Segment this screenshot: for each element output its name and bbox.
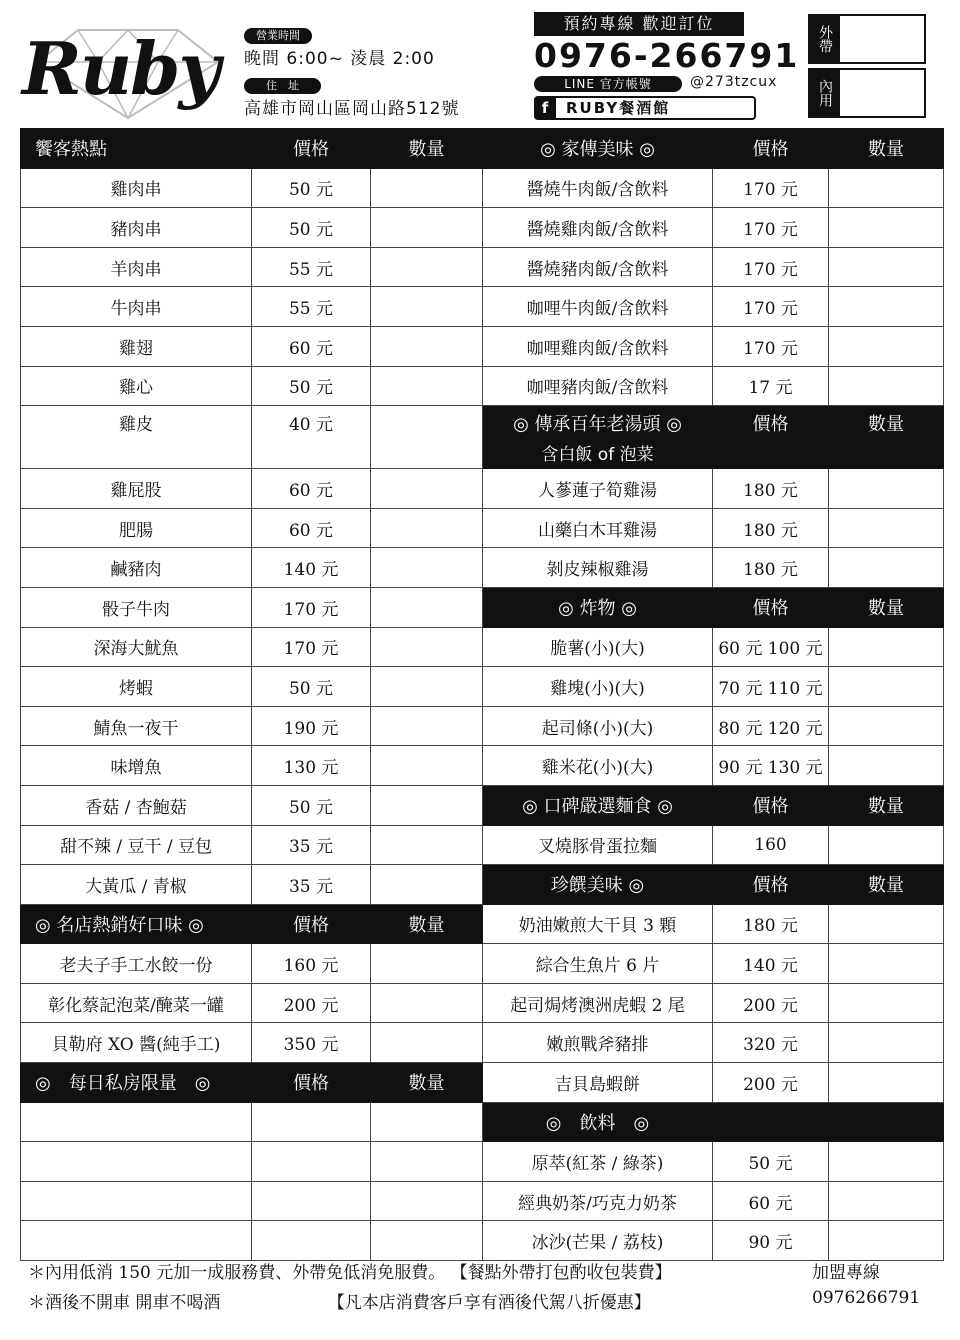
line-id: @273tzcux (690, 74, 778, 90)
hours-label: 營業時間 (244, 28, 312, 44)
item-name: 脆薯(小)(大) (483, 627, 713, 667)
line-label: LINE 官方帳號 (534, 76, 682, 92)
item-name: 叉燒豚骨蛋拉麵 (483, 825, 713, 865)
blank-cell[interactable] (21, 1102, 252, 1142)
qty-cell[interactable] (371, 1102, 483, 1142)
dinein-label: 內用 (810, 70, 840, 116)
price-header: 價格 (713, 587, 829, 627)
price-header: 價格 (713, 785, 829, 825)
item-name: 彰化蔡記泡菜/醃菜一罐 (21, 983, 252, 1023)
qty-cell[interactable] (371, 326, 483, 366)
section-title-delicacies: 珍饌美味 ◎ (483, 865, 713, 905)
item-price: 200 元 (252, 983, 371, 1023)
item-price: 60 元 (252, 469, 371, 509)
qty-cell[interactable] (371, 406, 483, 469)
item-name: 綜合生魚片 6 片 (483, 944, 713, 984)
item-price: 55 元 (252, 287, 371, 327)
table-row (21, 406, 944, 469)
qty-cell[interactable] (371, 548, 483, 588)
qty-cell[interactable] (829, 1221, 944, 1261)
qty-cell[interactable] (829, 366, 944, 406)
qty-cell[interactable] (829, 508, 944, 548)
item-price: 180 元 (713, 904, 829, 944)
franchise-label: 加盟專線 (812, 1263, 880, 1283)
section-title-noodles: ◎ 口碑嚴選麵食 ◎ (483, 785, 713, 825)
qty-cell[interactable] (829, 667, 944, 707)
item-price: 70 元 110 元 (713, 667, 829, 707)
qty-cell[interactable] (371, 865, 483, 905)
item-name: 鹹豬肉 (21, 548, 252, 588)
item-price: 35 元 (252, 825, 371, 865)
table-row (21, 904, 944, 944)
qty-cell[interactable] (371, 287, 483, 327)
item-name: 醬燒豬肉飯/含飲料 (483, 247, 713, 287)
item-name: 人蔘蓮子筍雞湯 (483, 469, 713, 509)
item-name: 原萃(紅茶 / 綠茶) (483, 1142, 713, 1182)
item-price: 140 元 (252, 548, 371, 588)
reserve-label: 預約專線 歡迎訂位 (534, 12, 744, 36)
item-price: 50 元 (713, 1142, 829, 1182)
qty-cell[interactable] (371, 746, 483, 786)
item-price: 140 元 (713, 944, 829, 984)
item-name: 咖哩雞肉飯/含飲料 (483, 326, 713, 366)
item-name: 牛肉串 (21, 287, 252, 327)
item-name: 肥腸 (21, 508, 252, 548)
item-price: 35 元 (252, 865, 371, 905)
menu-header (0, 0, 960, 128)
facebook-page (534, 96, 756, 120)
qty-header: 數量 (829, 785, 944, 825)
footer-note-1: ＊內用低消 150 元加一成服務費、外帶免低消免服費。 【餐點外帶打包酌收包裝費】 (28, 1263, 672, 1283)
item-name: 雞心 (21, 366, 252, 406)
soup-title: ◎ 傳承百年老湯頭 ◎ (513, 413, 682, 435)
table-row (21, 944, 944, 984)
section-title-family: ◎ 家傳美味 ◎ (483, 129, 713, 169)
item-price: 350 元 (252, 1023, 371, 1063)
item-price: 170 元 (713, 247, 829, 287)
menu-table (20, 128, 944, 1261)
table-row (21, 785, 944, 825)
item-price: 60 元 (252, 508, 371, 548)
takeout-label: 外帶 (810, 16, 840, 62)
qty-header: 數量 (829, 587, 944, 627)
section-title-drinks: ◎ 飲料 ◎ (483, 1102, 713, 1142)
qty-cell[interactable] (829, 627, 944, 667)
table-row (21, 247, 944, 287)
item-name: 起司條(小)(大) (483, 706, 713, 746)
address-text: 高雄市岡山區岡山路512號 (244, 99, 460, 119)
price-header: 價格 (713, 129, 829, 169)
table-row (21, 548, 944, 588)
qty-cell[interactable] (371, 508, 483, 548)
item-name: 冰沙(芒果 / 荔枝) (483, 1221, 713, 1261)
price-header: 價格 (713, 865, 829, 905)
qty-cell[interactable] (371, 1221, 483, 1261)
item-name: 雞肉串 (21, 168, 252, 208)
item-name: 山藥白木耳雞湯 (483, 508, 713, 548)
qty-cell[interactable] (829, 1063, 944, 1103)
table-row (21, 168, 944, 208)
item-name: 剝皮辣椒雞湯 (483, 548, 713, 588)
table-row (21, 706, 944, 746)
item-name: 味增魚 (21, 746, 252, 786)
item-price: 170 元 (252, 627, 371, 667)
qty-cell[interactable] (829, 746, 944, 786)
item-price: 200 元 (713, 983, 829, 1023)
qty-cell[interactable] (371, 983, 483, 1023)
item-name: 經典奶茶/巧克力奶茶 (483, 1181, 713, 1221)
qty-cell[interactable] (829, 706, 944, 746)
item-price: 50 元 (252, 667, 371, 707)
item-price: 60 元 100 元 (713, 627, 829, 667)
table-row (21, 865, 944, 905)
hours-text: 晚間 6:00~ 淩晨 2:00 (244, 49, 435, 69)
item-name: 嫩煎戰斧豬排 (483, 1023, 713, 1063)
table-row (21, 287, 944, 327)
item-name: 骰子牛肉 (21, 587, 252, 627)
item-name: 吉貝島蝦餅 (483, 1063, 713, 1103)
facebook-name: RUBY餐酒館 (566, 99, 671, 117)
qty-cell[interactable] (371, 785, 483, 825)
table-row (21, 1023, 944, 1063)
qty-header: 數量 (371, 1063, 483, 1103)
item-price: 90 元 (713, 1221, 829, 1261)
item-price: 50 元 (252, 785, 371, 825)
qty-cell[interactable] (371, 944, 483, 984)
qty-cell[interactable] (371, 168, 483, 208)
qty-cell[interactable] (829, 825, 944, 865)
item-price: 200 元 (713, 1063, 829, 1103)
item-price: 320 元 (713, 1023, 829, 1063)
qty-cell[interactable] (371, 1181, 483, 1221)
table-row (21, 1142, 944, 1182)
item-price: 170 元 (713, 287, 829, 327)
item-price: 160 (713, 825, 829, 865)
item-name: 雞皮 (21, 406, 252, 469)
item-name: 咖哩牛肉飯/含飲料 (483, 287, 713, 327)
qty-cell[interactable] (829, 983, 944, 1023)
section-title-daily: ◎ 每日私房限量 ◎ (21, 1063, 252, 1103)
table-row (21, 1102, 944, 1142)
price-header: 價格 (252, 1063, 371, 1103)
blank-cell[interactable] (21, 1221, 252, 1261)
qty-cell[interactable] (371, 208, 483, 248)
qty-cell[interactable] (829, 208, 944, 248)
section-title-bestsellers: ◎ 名店熱銷好口味 ◎ (21, 904, 252, 944)
qty-cell[interactable] (829, 247, 944, 287)
qty-header: 數量 (829, 129, 944, 169)
table-row (21, 1063, 944, 1103)
item-price: 60 元 (252, 326, 371, 366)
item-name: 雞翅 (21, 326, 252, 366)
table-row (21, 326, 944, 366)
phone-number: 0976-266791 (534, 36, 800, 75)
item-name: 起司焗烤澳洲虎蝦 2 尾 (483, 983, 713, 1023)
qty-cell[interactable] (829, 548, 944, 588)
item-price: 170 元 (713, 168, 829, 208)
item-price: 170 元 (713, 208, 829, 248)
qty-cell[interactable] (371, 706, 483, 746)
table-row (21, 587, 944, 627)
address-label: 住 址 (244, 78, 321, 94)
qty-cell[interactable] (829, 287, 944, 327)
item-name: 老夫子手工水餃一份 (21, 944, 252, 984)
table-row (21, 746, 944, 786)
takeout-checkbox[interactable] (808, 14, 926, 64)
item-price: 170 元 (252, 587, 371, 627)
facebook-icon: f (536, 98, 556, 118)
item-price: 160 元 (252, 944, 371, 984)
section-title-fried: ◎ 炸物 ◎ (483, 587, 713, 627)
dinein-checkbox[interactable] (808, 68, 926, 118)
qty-cell[interactable] (829, 469, 944, 509)
item-price: 80 元 120 元 (713, 706, 829, 746)
blank-cell[interactable] (252, 1102, 371, 1142)
item-price: 180 元 (713, 469, 829, 509)
qty-cell[interactable] (371, 825, 483, 865)
item-name: 咖哩豬肉飯/含飲料 (483, 366, 713, 406)
table-row (21, 508, 944, 548)
franchise-phone: 0976266791 (812, 1288, 921, 1308)
qty-header: 數量 (371, 904, 483, 944)
item-name: 香菇 / 杏鮑菇 (21, 785, 252, 825)
item-name: 雞米花(小)(大) (483, 746, 713, 786)
item-price: 170 元 (713, 326, 829, 366)
drinks-header-blank (713, 1102, 829, 1142)
footer-note-2: ＊酒後不開車 開車不喝酒 【凡本店消費客戶享有酒後代駕八折優惠】 (28, 1293, 651, 1313)
table-row (21, 469, 944, 509)
blank-cell[interactable] (21, 1181, 252, 1221)
section-title-hot: 饗客熱點 (21, 129, 252, 169)
item-name: 雞塊(小)(大) (483, 667, 713, 707)
item-price: 55 元 (252, 247, 371, 287)
price-header: 價格 (252, 904, 371, 944)
table-row (21, 208, 944, 248)
table-row (21, 667, 944, 707)
qty-cell[interactable] (829, 168, 944, 208)
price-header: 價格 (252, 129, 371, 169)
item-name: 雞屁股 (21, 469, 252, 509)
qty-cell[interactable] (371, 587, 483, 627)
blank-cell[interactable] (252, 1221, 371, 1261)
qty-cell[interactable] (829, 1023, 944, 1063)
item-price: 50 元 (252, 208, 371, 248)
qty-header: 數量 (829, 406, 944, 469)
item-price: 90 元 130 元 (713, 746, 829, 786)
section-title-soup (483, 406, 713, 469)
table-row (21, 1221, 944, 1261)
blank-cell[interactable] (252, 1142, 371, 1182)
qty-cell[interactable] (829, 326, 944, 366)
table-row (21, 1181, 944, 1221)
item-name: 羊肉串 (21, 247, 252, 287)
item-price: 50 元 (252, 366, 371, 406)
item-name: 深海大魷魚 (21, 627, 252, 667)
item-price: 40 元 (252, 406, 371, 469)
qty-cell[interactable] (371, 1142, 483, 1182)
table-row (21, 825, 944, 865)
item-name: 醬燒牛肉飯/含飲料 (483, 168, 713, 208)
blank-cell[interactable] (21, 1142, 252, 1182)
qty-cell[interactable] (829, 1142, 944, 1182)
soup-subtitle: 含白飯 of 泡菜 (541, 444, 654, 465)
table-row (21, 366, 944, 406)
drinks-header-blank (829, 1102, 944, 1142)
item-name: 烤蝦 (21, 667, 252, 707)
blank-cell[interactable] (252, 1181, 371, 1221)
logo-text: Ruby (22, 26, 219, 111)
qty-cell[interactable] (829, 944, 944, 984)
qty-cell[interactable] (829, 1181, 944, 1221)
price-header: 價格 (713, 406, 829, 469)
item-name: 甜不辣 / 豆干 / 豆包 (21, 825, 252, 865)
qty-cell[interactable] (371, 1023, 483, 1063)
table-row (21, 129, 944, 169)
item-name: 豬肉串 (21, 208, 252, 248)
qty-header: 數量 (829, 865, 944, 905)
table-row (21, 627, 944, 667)
qty-header: 數量 (371, 129, 483, 169)
item-price: 17 元 (713, 366, 829, 406)
qty-cell[interactable] (371, 247, 483, 287)
item-price: 190 元 (252, 706, 371, 746)
item-price: 60 元 (713, 1181, 829, 1221)
item-price: 50 元 (252, 168, 371, 208)
item-name: 大黃瓜 / 青椒 (21, 865, 252, 905)
qty-cell[interactable] (371, 366, 483, 406)
item-price: 130 元 (252, 746, 371, 786)
qty-cell[interactable] (371, 627, 483, 667)
item-price: 180 元 (713, 508, 829, 548)
item-name: 貝勒府 XO 醬(純手工) (21, 1023, 252, 1063)
item-name: 鯖魚一夜干 (21, 706, 252, 746)
item-name: 醬燒雞肉飯/含飲料 (483, 208, 713, 248)
item-name: 奶油嫩煎大干貝 3 顆 (483, 904, 713, 944)
qty-cell[interactable] (829, 904, 944, 944)
item-price: 180 元 (713, 548, 829, 588)
qty-cell[interactable] (371, 469, 483, 509)
table-row (21, 983, 944, 1023)
qty-cell[interactable] (371, 667, 483, 707)
